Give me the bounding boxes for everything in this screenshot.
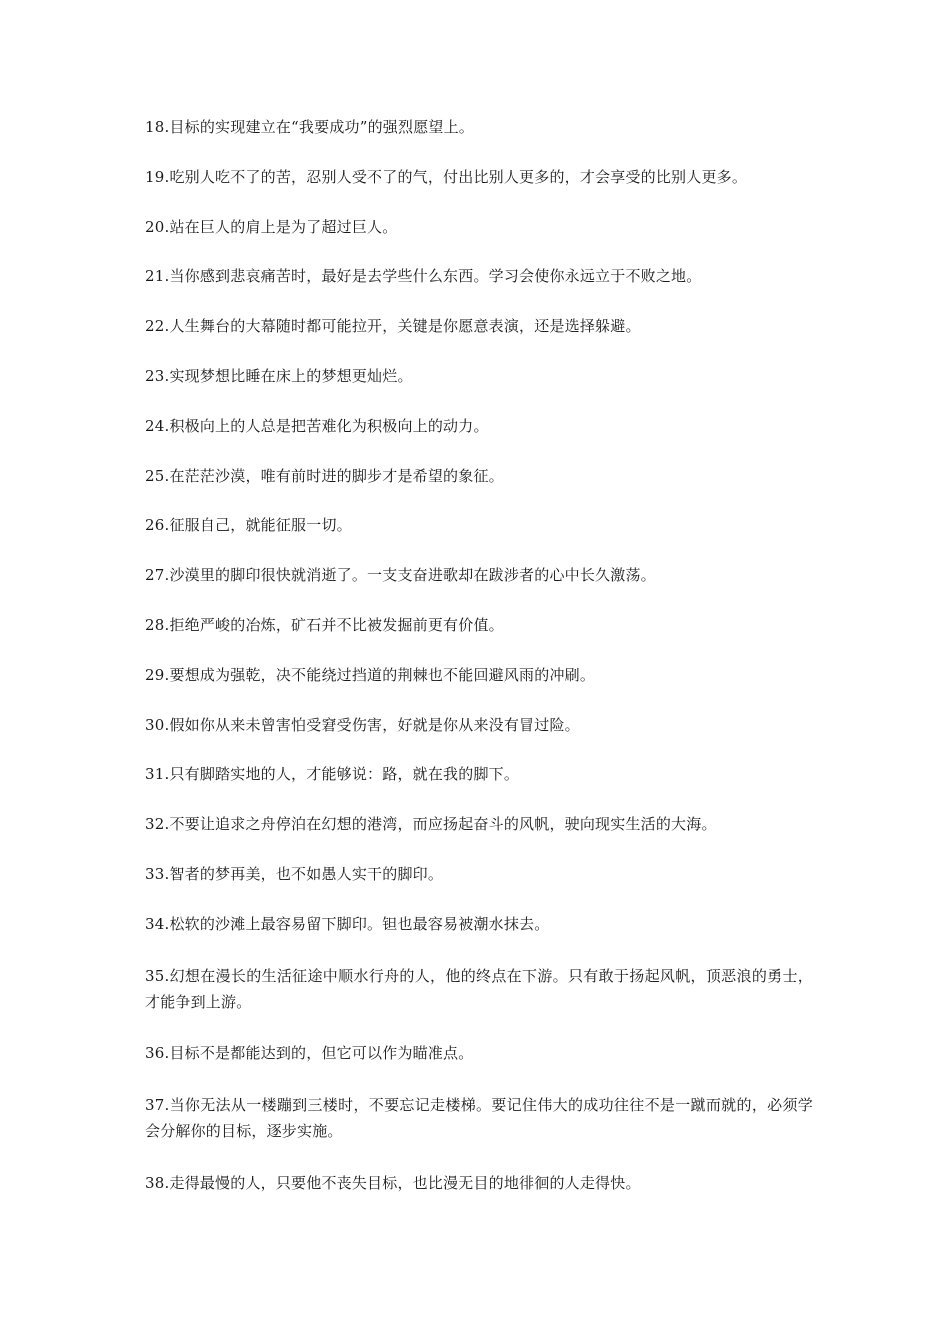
- quote-item-27: 27.沙漠里的脚印很快就消逝了。一支支奋进歌却在跋涉者的心中长久激荡。: [145, 566, 656, 585]
- quote-item-35: 35.幻想在漫长的生活征途中顺水行舟的人，他的终点在下游。只有敢于扬起风帆，顶恶浪的勇士，才能争到上游。: [145, 966, 813, 1011]
- quote-item-25: 25.在茫茫沙漠，唯有前时进的脚步才是希望的象征。: [145, 466, 504, 485]
- quote-item-20: 20.站在巨人的肩上是为了超过巨人。: [145, 217, 398, 236]
- quote-item-24: 24.积极向上的人总是把苦难化为积极向上的动力。: [145, 416, 489, 435]
- quote-item-37: 37.当你无法从一楼蹦到三楼时，不要忘记走楼梯。要记住伟大的成功往往不是一蹴而就的，必须学会分解你的目标，逐步实施。: [145, 1096, 813, 1141]
- quote-item-26: 26.征服自己，就能征服一切。: [145, 516, 352, 535]
- quote-item-38: 38.走得最慢的人，只要他不丧失目标，也比漫无目的地徘徊的人走得快。: [145, 1173, 641, 1192]
- quote-item-21: 21.当你感到悲哀痛苦时，最好是去学些什么东西。学习会使你永远立于不败之地。: [145, 267, 702, 286]
- quote-item-22: 22.人生舞台的大幕随时都可能拉开，关键是你愿意表演，还是选择躲避。: [145, 317, 641, 336]
- quote-item-32: 32.不要让追求之舟停泊在幻想的港湾，而应扬起奋斗的风帆，驶向现实生活的大海。: [145, 815, 717, 834]
- quote-item-31: 31.只有脚踏实地的人，才能够说：路，就在我的脚下。: [145, 765, 520, 784]
- quote-item-23: 23.实现梦想比睡在床上的梦想更灿烂。: [145, 366, 413, 385]
- quote-item-30: 30.假如你从来未曾害怕受窘受伤害，好就是你从来没有冒过险。: [145, 715, 580, 734]
- quote-item-18: 18.目标的实现建立在“我要成功”的强烈愿望上。: [145, 118, 474, 136]
- quote-item-19: 19.吃别人吃不了的苦，忍别人受不了的气，付出比别人更多的，才会享受的比别人更多。: [145, 167, 748, 186]
- quote-item-34: 34.松软的沙滩上最容易留下脚印。钽也最容易被潮水抹去。: [145, 914, 550, 933]
- quote-item-28: 28.拒绝严峻的冶炼，矿石并不比被发掘前更有价值。: [145, 615, 504, 634]
- quote-item-36: 36.目标不是都能达到的，但它可以作为瞄准点。: [145, 1044, 474, 1063]
- quote-item-33: 33.智者的梦再美，也不如愚人实干的脚印。: [145, 864, 444, 883]
- quote-item-29: 29.要想成为强乾，决不能绕过挡道的荆棘也不能回避风雨的冲刷。: [145, 665, 596, 684]
- quote-list: [145, 116, 813, 1222]
